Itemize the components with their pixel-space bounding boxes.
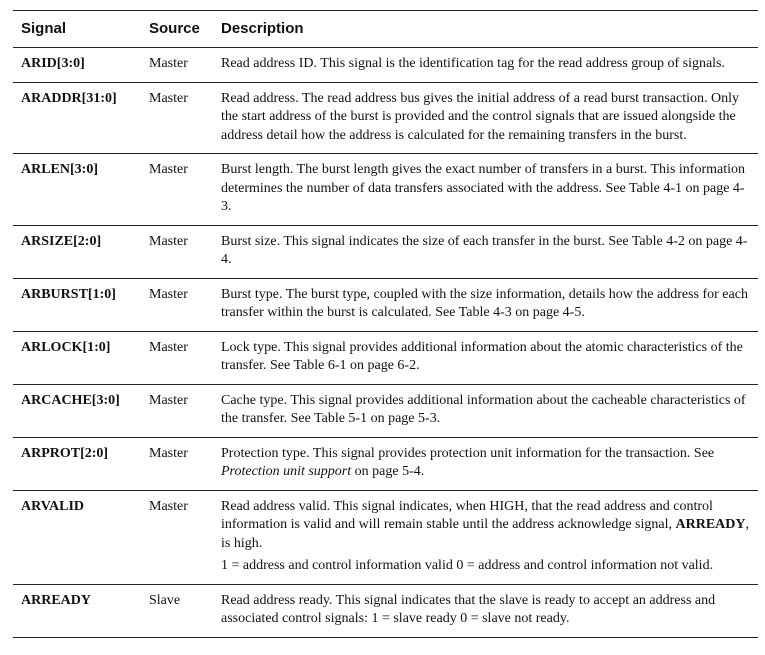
table-row bbox=[13, 48, 758, 83]
signal-name: ARVALID bbox=[13, 490, 141, 584]
table-row bbox=[13, 490, 758, 584]
table-row bbox=[13, 82, 758, 154]
table-header-row bbox=[13, 11, 758, 48]
signal-source: Slave bbox=[141, 584, 213, 637]
signal-description bbox=[213, 490, 758, 584]
cross-reference-link: Protection unit support bbox=[221, 464, 352, 479]
description-text: , is high. bbox=[221, 517, 750, 551]
signal-name: ARLOCK[1:0] bbox=[13, 331, 141, 384]
signal-description: Lock type. This signal provides additional information about the atomic characteristics of the transfer. See Table 6-1 on page 6-2. bbox=[213, 331, 758, 384]
table-row bbox=[13, 437, 758, 490]
signal-description: Burst length. The burst length gives the exact number of transfers in a burst. This information determines the number of data transfers associated with the address. See Table 4-1 on page 4-3. bbox=[213, 154, 758, 226]
signal-name: ARSIZE[2:0] bbox=[13, 225, 141, 278]
signal-source: Master bbox=[141, 437, 213, 490]
table-row bbox=[13, 331, 758, 384]
table-row bbox=[13, 584, 758, 637]
signal-description: Burst size. This signal indicates the size of each transfer in the burst. See Table 4-2 on page 4-4. bbox=[213, 225, 758, 278]
description-text: Protection type. This signal provides protection unit information for the transaction. See bbox=[221, 445, 715, 461]
table-row bbox=[13, 384, 758, 437]
signal-source: Master bbox=[141, 278, 213, 331]
table-row bbox=[13, 225, 758, 278]
table-row bbox=[13, 154, 758, 226]
signal-name: ARREADY bbox=[13, 584, 141, 637]
signal-column-header: Signal bbox=[13, 11, 141, 48]
signal-source: Master bbox=[141, 384, 213, 437]
description-column-header: Description bbox=[213, 11, 758, 48]
description-text: Read address valid. This signal indicates, when HIGH, that the read address and control information is valid and will remain stable until the address acknowledge signal, bbox=[221, 498, 713, 532]
signal-source: Master bbox=[141, 225, 213, 278]
signal-reference: ARREADY bbox=[675, 517, 746, 532]
signal-name: ARPROT[2:0] bbox=[13, 437, 141, 490]
signal-description: Read address. The read address bus gives the initial address of a read burst transaction. Only the start address of the burst is provided and the control signals that are issued alongside the address detail how the address is calculated for the remaining transfers in the burst. bbox=[213, 82, 758, 154]
signal-source: Master bbox=[141, 154, 213, 226]
signal-name: ARID[3:0] bbox=[13, 48, 141, 83]
value-encoding-note: 1 = address and control information valid 0 = address and control information not valid. bbox=[221, 558, 714, 573]
signal-source: Master bbox=[141, 331, 213, 384]
signal-name: ARBURST[1:0] bbox=[13, 278, 141, 331]
signal-description: Read address ready. This signal indicates that the slave is ready to accept an address and associated control signals: 1 = slave ready 0 = slave not ready. bbox=[213, 584, 758, 637]
signal-table bbox=[13, 10, 758, 638]
signal-description: Cache type. This signal provides additional information about the cacheable characteristics of the transfer. See Table 5-1 on page 5-3. bbox=[213, 384, 758, 437]
signal-description: Burst type. The burst type, coupled with the size information, details how the address for each transfer within the burst is calculated. See Table 4-3 on page 4-5. bbox=[213, 278, 758, 331]
signal-source: Master bbox=[141, 82, 213, 154]
signal-name: ARCACHE[3:0] bbox=[13, 384, 141, 437]
signal-name: ARLEN[3:0] bbox=[13, 154, 141, 226]
signal-source: Master bbox=[141, 48, 213, 83]
signal-name: ARADDR[31:0] bbox=[13, 82, 141, 154]
description-text: on page 5-4. bbox=[351, 464, 425, 479]
signal-source: Master bbox=[141, 490, 213, 584]
signal-description bbox=[213, 437, 758, 490]
signal-description: Read address ID. This signal is the identification tag for the read address group of signals. bbox=[213, 48, 758, 83]
source-column-header: Source bbox=[141, 11, 213, 48]
table-row bbox=[13, 278, 758, 331]
